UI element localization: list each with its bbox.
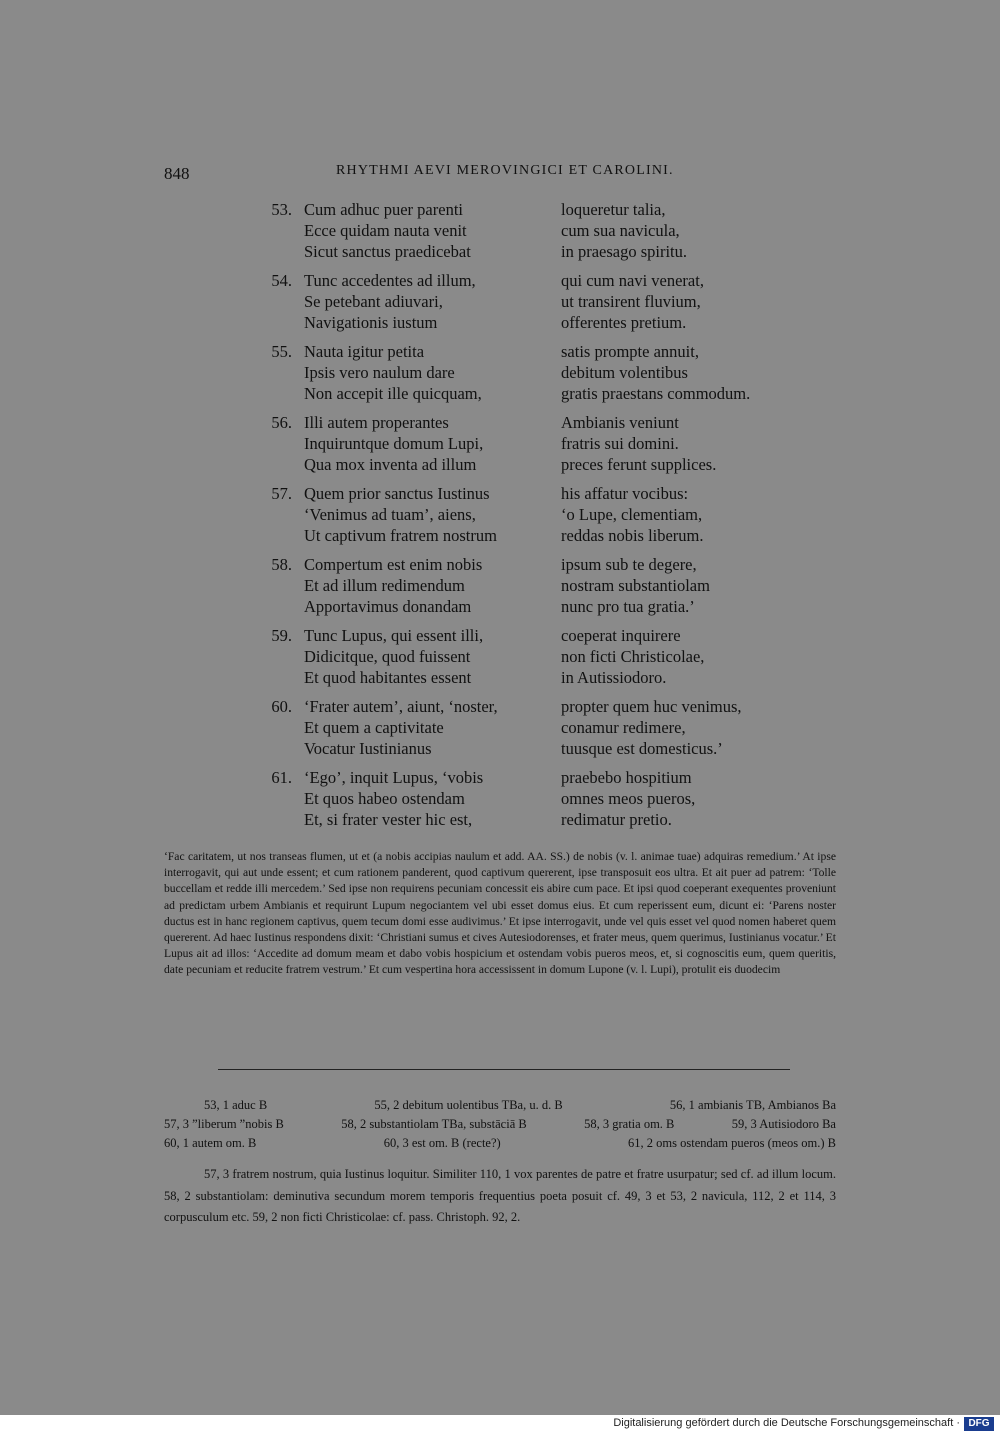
verse-second-half: gratis praestans commodum. <box>561 384 751 403</box>
verse-second-half: preces ferunt supplices. <box>561 455 717 474</box>
apparatus-line <box>164 1096 836 1115</box>
verse-line <box>262 788 822 809</box>
verse-second-half: qui cum navi venerat, <box>561 271 704 290</box>
stanza-number: 55. <box>271 342 292 361</box>
footer-bar <box>0 1415 1000 1434</box>
stanza <box>262 625 822 688</box>
stanza-number: 56. <box>271 413 292 432</box>
verse-first-half: Tunc Lupus, qui essent illi, <box>304 626 484 645</box>
verse-second-half: propter quem huc venimus, <box>561 697 742 716</box>
verse-first-half: Navigationis iustum <box>304 313 438 332</box>
stanza <box>262 696 822 759</box>
verse-second-half: redimatur pretio. <box>561 810 672 829</box>
verse-second-half: coeperat inquirere <box>561 626 681 645</box>
verse-line <box>262 525 822 546</box>
stanza-number: 60. <box>271 697 292 716</box>
apparatus-line <box>164 1115 836 1134</box>
verse-second-half: ut transirent fluvium, <box>561 292 701 311</box>
verse-second-half: offerentes pretium. <box>561 313 687 332</box>
stanza <box>262 270 822 333</box>
verse-line <box>262 362 822 383</box>
verse-first-half: Ut captivum fratrem nostrum <box>304 526 497 545</box>
verse-second-half: praebebo hospitium <box>561 768 692 787</box>
verse-line <box>262 767 822 788</box>
page-number: 848 <box>164 164 190 183</box>
verse-first-half: Non accepit ille quicquam, <box>304 384 482 403</box>
apparatus-entry: 53, 1 aduc B <box>204 1098 268 1112</box>
stanza <box>262 199 822 262</box>
stanza-number: 54. <box>271 271 292 290</box>
verse-second-half: non ficti Christicolae, <box>561 647 705 666</box>
verse-second-half: Ambianis veniunt <box>561 413 679 432</box>
verse-second-half: nostram substantiolam <box>561 576 710 595</box>
verse-second-half: loqueretur talia, <box>561 200 666 219</box>
apparatus-entry: 55, 2 debitum uolentibus TBa, u. d. B <box>374 1098 563 1112</box>
apparatus-entry: 61, 2 oms ostendam pueros (meos om.) B <box>628 1136 836 1150</box>
verse-line <box>262 625 822 646</box>
verse-line <box>262 291 822 312</box>
verse-first-half: Sicut sanctus praedicebat <box>304 242 471 261</box>
verse-second-half: debitum volentibus <box>561 363 688 382</box>
verse-stanzas <box>262 199 822 838</box>
verse-second-half: in Autissiodoro. <box>561 668 667 687</box>
verse-line <box>262 270 822 291</box>
verse-line <box>262 341 822 362</box>
prose-excerpt: ‘Fac caritatem, ut nos transeas flumen, ut et (a nobis accipias naulum et add. AA. SS.) de nobis (v. l. animae tuae) adquiras remedium.’ At ipse interrogavit, qui aut unde essent; et cum rationem panderent, quod captivum quererent, ipse transposuit eos ultra. Et ait puer ad patrem: ‘Tolle buccellam et redde illi mercedem.’ Sed ipse non requirens pecuniam concessit eis abire cum pace. Et ipsi quod coeperant exequentes proveniunt ad predictam urbem Ambianis et requirunt Lupum negociantem vel ubi esset domus eius. Et cum reperissent eum, dicunt ei: ‘Parens noster ductus est in hanc regionem captivus, quem tecum domi esse audivimus.’ Et ipse interrogavit, unde vel quis esset vel quod nomen haberet quem quererent. Ad haec Iustinus respondens dixit: ‘Christiani sumus et cives Autesiodorenses, et frater meus, quem querimus, Iustinianus vocatur.’ Et Lupus ait ad illos: ‘Accedite ad domum meam et dabo vobis hospicium et ostendam vobis pueros meos, et, si cognoscitis eum, quem queritis, date pecuniam et reducite fratrem vestrum.’ Et cum vespertina hora accessissent in domum Lupone (v. l. Lupi), protulit eis duodecim <box>164 850 836 977</box>
verse-second-half: nunc pro tua gratia.’ <box>561 597 695 616</box>
verse-line <box>262 483 822 504</box>
verse-line <box>262 696 822 717</box>
verse-first-half: Qua mox inventa ad illum <box>304 455 477 474</box>
verse-line <box>262 575 822 596</box>
stanza-number: 53. <box>271 200 292 219</box>
verse-line <box>262 646 822 667</box>
stanza <box>262 767 822 830</box>
verse-line <box>262 454 822 475</box>
verse-first-half: Ecce quidam nauta venit <box>304 221 467 240</box>
verse-first-half: Compertum est enim nobis <box>304 555 483 574</box>
apparatus-entry: 60, 3 est om. B (recte?) <box>383 1136 501 1150</box>
apparatus-entry: 56, 1 ambianis TB, Ambianos Ba <box>669 1098 836 1112</box>
verse-second-half: ipsum sub te degere, <box>561 555 697 574</box>
verse-first-half: Et quod habitantes essent <box>304 668 472 687</box>
stanza-number: 57. <box>271 484 292 503</box>
verse-first-half: Se petebant adiuvari, <box>304 292 443 311</box>
verse-first-half: Apportavimus donandam <box>304 597 472 616</box>
verse-first-half: Quem prior sanctus Iustinus <box>304 484 490 503</box>
verse-second-half: in praesago spiritu. <box>561 242 688 261</box>
footnote-rule <box>218 1069 790 1070</box>
verse-line <box>262 717 822 738</box>
footer-credit: Digitalisierung gefördert durch die Deutsche Forschungsgemeinschaft · <box>613 1417 960 1429</box>
verse-second-half: his affatur vocibus: <box>561 484 689 503</box>
verse-second-half: reddas nobis liberum. <box>561 526 704 545</box>
stanza <box>262 483 822 546</box>
verse-line <box>262 241 822 262</box>
verse-first-half: Et, si frater vester hic est, <box>304 810 473 829</box>
verse-second-half: omnes meos pueros, <box>561 789 696 808</box>
verse-second-half: ‘o Lupe, clementiam, <box>561 505 703 524</box>
verse-line <box>262 554 822 575</box>
verse-first-half: Tunc accedentes ad illum, <box>304 271 476 290</box>
verse-line <box>262 199 822 220</box>
stanza <box>262 341 822 404</box>
stanza <box>262 554 822 617</box>
commentary-notes: 57, 3 fratrem nostrum, quia Iustinus loquitur. Similiter 110, 1 vox parentes de patre et fratre usurpatur; sed cf. ad illum locum. 58, 2 substantiolam: deminutiva secundum morem temporis frequentius poeta posuit cf. 49, 3 et 53, 2 navicula, 112, 2 et 114, 3 corpusculum etc. 59, 2 non ficti Christicolae: cf. pass. Christoph. 92, 2. <box>164 1167 836 1224</box>
verse-first-half: Cum adhuc puer parenti <box>304 200 463 219</box>
apparatus-entry: 58, 2 substantiolam TBa, substāciā B <box>341 1117 527 1131</box>
verse-first-half: ‘Ego’, inquit Lupus, ‘vobis <box>304 768 484 787</box>
critical-apparatus <box>164 1096 836 1153</box>
verse-second-half: tuusque est domesticus.’ <box>561 739 723 758</box>
verse-first-half: Vocatur Iustinianus <box>304 739 432 758</box>
verse-line <box>262 433 822 454</box>
stanza-number: 58. <box>271 555 292 574</box>
verse-first-half: Nauta igitur petita <box>304 342 425 361</box>
verse-first-half: Illi autem properantes <box>304 413 449 432</box>
verse-first-half: Didicitque, quod fuissent <box>304 647 471 666</box>
verse-line <box>262 667 822 688</box>
verse-first-half: Et quos habeo ostendam <box>304 789 465 808</box>
verse-line <box>262 312 822 333</box>
verse-first-half: ‘Frater autem’, aiunt, ‘noster, <box>304 697 498 716</box>
apparatus-line <box>164 1134 836 1153</box>
stanza <box>262 412 822 475</box>
verse-line <box>262 220 822 241</box>
verse-line <box>262 412 822 433</box>
verse-line <box>262 504 822 525</box>
verse-first-half: ‘Venimus ad tuam’, aiens, <box>304 505 476 524</box>
apparatus-entry: 60, 1 autem om. B <box>164 1136 257 1150</box>
stanza-number: 59. <box>271 626 292 645</box>
verse-second-half: cum sua navicula, <box>561 221 680 240</box>
dfg-logo-icon: DFG <box>964 1417 994 1431</box>
verse-line <box>262 596 822 617</box>
verse-second-half: satis prompte annuit, <box>561 342 699 361</box>
verse-first-half: Inquiruntque domum Lupi, <box>304 434 484 453</box>
verse-second-half: fratris sui domini. <box>561 434 679 453</box>
apparatus-entry: 58, 3 gratia om. B <box>584 1117 675 1131</box>
apparatus-entry: 59, 3 Autisiodoro Ba <box>731 1117 836 1131</box>
verse-second-half: conamur redimere, <box>561 718 686 737</box>
verse-first-half: Et ad illum redimendum <box>304 576 465 595</box>
stanza-number: 61. <box>271 768 292 787</box>
verse-line <box>262 809 822 830</box>
running-title: RHYTHMI AEVI MEROVINGICI ET CAROLINI. <box>336 163 674 178</box>
apparatus-entry: 57, 3 ”liberum ”nobis B <box>164 1117 284 1131</box>
verse-first-half: Ipsis vero naulum dare <box>304 363 455 382</box>
verse-line <box>262 383 822 404</box>
verse-first-half: Et quem a captivitate <box>304 718 444 737</box>
verse-line <box>262 738 822 759</box>
